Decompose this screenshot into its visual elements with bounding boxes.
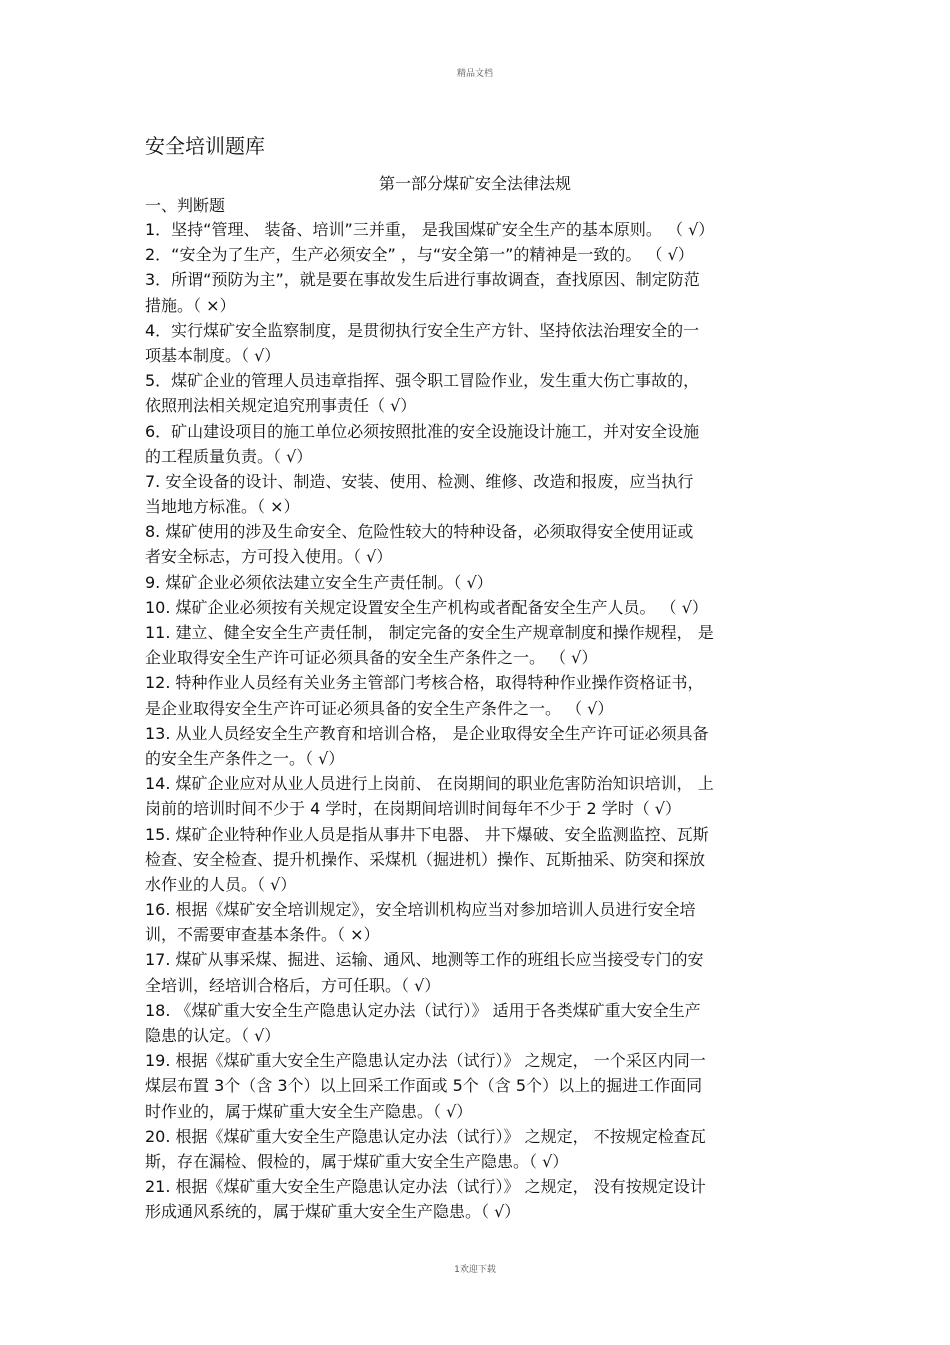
question-list (145, 217, 810, 1225)
question-line: 16. 根据《煤矿安全培训规定》，安全培训机构应当对参加培训人员进行安全培 (145, 900, 696, 920)
question-line: 15. 煤矿企业特种作业人员是指从事井下电器、 井下爆破、安全监测监控、瓦斯 (145, 824, 709, 844)
question-line: 检查、安全检查、提升机操作、采煤机（掘进机）操作、瓦斯抽采、防突和探放 (145, 849, 706, 869)
question-item (145, 1048, 810, 1124)
question-item (145, 822, 810, 898)
question-item (145, 897, 810, 947)
question-line: 斯，存在漏检、假检的，属于煤矿重大安全生产隐患。（ √） (145, 1151, 569, 1171)
question-item (145, 998, 810, 1048)
question-line: 8. 煤矿使用的涉及生命安全、危险性较大的特种设备，必须取得安全使用证或 (145, 522, 694, 542)
part-title: 第一部分煤矿安全法律法规 (378, 174, 571, 193)
question-line: 训，不需要审查基本条件。（ ×） (145, 925, 380, 945)
question-item (145, 670, 810, 720)
question-item (145, 267, 810, 317)
question-line: 1．坚持“管理、 装备、培训”三并重， 是我国煤矿安全生产的基本原则。 （ √） (145, 220, 715, 239)
question-line: 岗前的培训时间不少于 4 学时，在岗期间培训时间每年不少于 2 学时（ √） (145, 799, 681, 819)
question-line: 隐患的认定。（ √） (145, 1026, 281, 1045)
question-line: 企业取得安全生产许可证必须具备的安全生产条件之一。 （ √） (145, 648, 598, 668)
question-line: 14. 煤矿企业应对从业人员进行上岗前、 在岗期间的职业危害防治知识培训， 上 (145, 774, 714, 794)
question-item (145, 620, 810, 670)
question-line: 水作业的人员。（ √） (145, 874, 297, 894)
question-item (145, 519, 810, 569)
question-line: 2．“安全为了生产，生产必须安全” ，与“安全第一”的精神是一致的。 （ √） (145, 245, 694, 265)
question-line: 的安全生产条件之一。（ √） (145, 748, 345, 768)
question-item (145, 771, 810, 821)
question-item (145, 947, 810, 997)
question-line: 4．实行煤矿安全监察制度，是贯彻执行安全生产方针、坚持依法治理安全的一 (145, 320, 700, 340)
question-line: 形成通风系统的，属于煤矿重大安全生产隐患。（ √） (145, 1202, 521, 1222)
question-line: 21. 根据《煤矿重大安全生产隐患认定办法（试行）》 之规定， 没有按规定设计 (145, 1177, 706, 1197)
question-line: 依照刑法相关规定追究刑事责任（ √） (145, 396, 417, 416)
question-line: 全培训，经培训合格后，方可任职。（ √） (145, 975, 441, 995)
question-line: 7. 安全设备的设计、制造、安装、使用、检测、维修、改造和报废，应当执行 (145, 471, 694, 491)
question-line: 20. 根据《煤矿重大安全生产隐患认定办法（试行）》 之规定， 不按规定检查瓦 (145, 1126, 706, 1146)
question-item (145, 1124, 810, 1174)
question-line: 19. 根据《煤矿重大安全生产隐患认定办法（试行）》 之规定， 一个采区内同一 (145, 1051, 706, 1071)
section-title: 一、判断题 (145, 196, 226, 215)
question-line: 12. 特种作业人员经有关业务主管部门考核合格，取得特种作业操作资格证书， (145, 673, 704, 693)
question-line: 时作业的，属于煤矿重大安全生产隐患。（ √） (145, 1101, 473, 1121)
header-note: 精品文档 (456, 69, 493, 79)
question-line: 的工程质量负责。（ √） (145, 446, 313, 466)
question-item (145, 595, 810, 620)
question-line: 煤层布置 3个（含 3个）以上回采工作面或 5个（含 5个）以上的掘进工作面同 (145, 1076, 703, 1096)
question-line: 10. 煤矿企业必须按有关规定设置安全生产机构或者配备安全生产人员。 （ √） (145, 597, 708, 617)
question-line: 当地地方标准。（ ×） (145, 497, 300, 517)
question-line: 6．矿山建设项目的施工单位必须按照批准的安全设施设计施工，并对安全设施 (145, 421, 700, 441)
question-line: 3．所谓“预防为主”，就是要在事故发生后进行事故调查，查找原因、制定防范 (145, 270, 700, 290)
question-line: 5．煤矿企业的管理人员违章指挥、强令职工冒险作业，发生重大伤亡事故的， (145, 371, 700, 391)
question-item (145, 318, 810, 368)
question-item (145, 721, 810, 771)
question-item (145, 368, 810, 418)
footer-note: 1欢迎下载 (454, 1265, 496, 1275)
question-item (145, 217, 810, 242)
question-line: 措施。（ ×） (145, 295, 236, 315)
question-line: 项基本制度。（ √） (145, 345, 281, 365)
question-line: 13. 从业人员经安全生产教育和培训合格， 是企业取得安全生产许可证必须具备 (145, 723, 709, 743)
question-line: 11. 建立、健全安全生产责任制， 制定完备的安全生产规章制度和操作规程， 是 (145, 623, 714, 642)
question-line: 者安全标志，方可投入使用。（ √） (145, 547, 393, 567)
question-item (145, 419, 810, 469)
question-item (145, 469, 810, 519)
question-line: 是企业取得安全生产许可证必须具备的安全生产条件之一。 （ √） (145, 698, 614, 718)
question-item (145, 242, 810, 267)
document-title: 安全培训题库 (145, 134, 265, 158)
question-item (145, 1174, 810, 1224)
question-line: 17. 煤矿从事采煤、掘进、运输、通风、地测等工作的班组长应当接受专门的安 (145, 950, 704, 970)
question-line: 9. 煤矿企业必须依法建立安全生产责任制。（ √） (145, 572, 493, 592)
question-item (145, 570, 810, 595)
question-line: 18. 《煤矿重大安全生产隐患认定办法（试行）》 适用于各类煤矿重大安全生产 (145, 1000, 701, 1020)
